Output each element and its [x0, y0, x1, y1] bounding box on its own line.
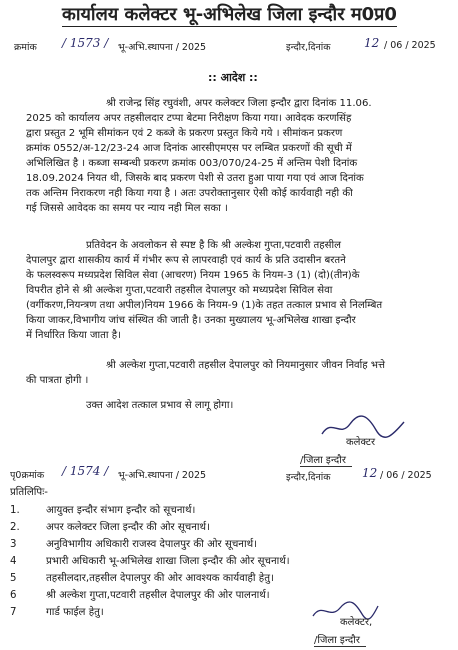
cc-list-num: 4	[10, 556, 17, 567]
signature-2-district-text: जिला इन्दौर	[317, 635, 360, 646]
ref-number-value: 1573	[69, 36, 101, 50]
ref-day: 12	[364, 36, 380, 50]
cc-list-item	[10, 570, 274, 584]
paragraph-1-line: गई जिससे आवेदक का समय पर न्याय नही मिल सका ।	[26, 203, 228, 214]
cc-list-item	[10, 502, 195, 516]
paragraph-4-line: उक्त आदेश तत्काल प्रभाव से लागू होगा।	[86, 400, 234, 411]
cc-list-text: तहसीलदार,तहसील देपालपुर की ओर आवश्यक कार्यवाही हेतु।	[46, 573, 274, 584]
signature-1-month-year: / 06 / 2025	[380, 470, 432, 481]
paragraph-1	[26, 96, 446, 216]
paragraph-2-line: में निर्धारित किया जाता है।	[26, 330, 121, 341]
paragraph-1-line: द्वारा प्रस्तुत 2 भूमि सीमांकन एवं 2 कब्जे के प्रकरण प्रस्तुत किये गये । सीमांकन प्रकरण	[26, 128, 343, 139]
cc-heading: प्रतिलिपिः-	[10, 487, 48, 498]
cc-list-item	[10, 587, 270, 601]
paragraph-4	[26, 398, 446, 413]
ref-number: / 1573 /	[62, 36, 109, 50]
paragraph-2-line: किया जाकर,विभागीय जांच संस्थित की जाती है। उनका मुख्यालय भू-अभिलेख शाखा इन्दौर	[26, 315, 356, 326]
ref-prefix: क्रमांक	[14, 42, 37, 53]
cc-list-item	[10, 536, 257, 550]
paragraph-2-line: (वर्गीकरण,नियन्त्रण तथा अपील)नियम 1966 के नियम-9 (1)के तहत तत्काल प्रभाव से निलम्बित	[26, 300, 383, 311]
paragraph-3-line: श्री अल्केश गुप्ता,पटवारी तहसील देपालपुर को नियमानुसार जीवन निर्वाह भत्ते	[106, 360, 385, 371]
paragraph-1-line: 18.09.2024 नियत थी, जिसके बाद प्रकरण पेशी से उतरा हुआ पाया गया एवं आज दिनांक	[26, 173, 364, 184]
signature-1-district: /जिला इन्दौर	[300, 452, 352, 467]
paragraph-2	[26, 238, 446, 343]
cc-list-item	[10, 553, 290, 567]
ref2-number: / 1574 /	[62, 464, 109, 478]
signature-1-district-text: जिला इन्दौर	[303, 455, 346, 466]
signature-1-day: 12	[362, 466, 378, 480]
paragraph-1-line: क्रमांक 0552/अ-12/23-24 आज दिनांक आरसीएमएस पर लम्बित प्रकरणों की सूची में	[26, 143, 352, 154]
ref2-number-value: 1574	[69, 464, 101, 478]
cc-list-num: 5	[10, 573, 17, 584]
paragraph-3-line: की पात्रता होगी ।	[26, 375, 89, 386]
cc-list-item	[10, 604, 104, 618]
cc-list-text: श्री अल्केश गुप्ता,पटवारी तहसील देपालपुर की ओर पालनार्थ।	[46, 590, 270, 601]
ref-month-year: / 06 / 2025	[384, 40, 436, 51]
paragraph-1-line: श्री राजेन्द्र सिंह रघुवंशी, अपर कलेक्टर जिला इन्दौर द्वारा दिनांक 11.06.	[106, 98, 372, 109]
ref-place-date-label: इन्दौर,दिनांक	[286, 42, 331, 53]
paragraph-2-line: प्रतिवेदन के अवलोकन से स्पष्ट है कि श्री अल्केश गुप्ता,पटवारी तहसील	[86, 240, 341, 251]
cc-list-text: गार्ड फाईल हेतु।	[46, 607, 104, 618]
paragraph-2-line: देपालपुर द्वारा शासकीय कार्य में गंभीर रूप से लापरवाही एवं कार्य के प्रति उदासीन बरतने	[26, 255, 346, 266]
paragraph-1-line: अभिलिखित है । कब्जा सम्बन्धी प्रकरण क्रमांक 003/070/24-25 में अन्तिम पेशी दिनांक	[26, 158, 358, 169]
paragraph-3	[26, 358, 446, 388]
cc-list-text: आयुक्त इन्दौर संभाग इन्दौर को सूचनार्थ।	[46, 505, 196, 516]
cc-list-text: अपर कलेक्टर जिला इन्दौर की ओर सूचनार्थ।	[46, 522, 210, 533]
cc-list-num: 2.	[10, 522, 20, 533]
cc-list-item	[10, 519, 210, 533]
ref2-prefix: पृ0क्रमांक	[10, 470, 45, 481]
signature-1-place-date-label: इन्दौर,दिनांक	[286, 472, 331, 483]
ref-section: भू-अभि.स्थापना / 2025	[118, 42, 207, 53]
cc-list-num: 6	[10, 590, 17, 601]
paragraph-1-line: 2025 को कार्यालय अपर तहसीलदार टप्पा बेटमा निरीक्षण किया गया। आवेदक करणसिंह	[26, 113, 352, 124]
cc-list-text: अनुविभागीय अधिकारी राजस्व देपालपुर की ओर सूचनार्थ।	[46, 539, 257, 550]
signature-2-district: /जिला इन्दौर	[314, 632, 366, 647]
cc-list-num: 7	[10, 607, 17, 618]
paragraph-2-line: विपरीत होने से श्री अल्केश गुप्ता,पटवारी तहसील देपालपुर को मध्यप्रदेश सिविल सेवा	[26, 285, 333, 296]
paragraph-1-line: तक अन्तिम निराकरण नही किया गया है । अतः उपरोक्तानुसार ऐसी कोई कार्यवाही नही की	[26, 188, 353, 199]
ref2-section: भू-अभि.स्थापना / 2025	[118, 470, 207, 481]
signature-2-designation: कलेक्टर,	[340, 617, 373, 628]
cc-list-text: प्रभारी अधिकारी भू-अभिलेख शाखा जिला इन्दौर की ओर सूचनार्थ।	[46, 556, 290, 567]
cc-list-num: 1.	[10, 505, 20, 516]
signature-1-designation: कलेक्टर	[346, 437, 376, 448]
order-title: :: आदेश ::	[208, 71, 258, 84]
office-title: कार्यालय कलेक्टर भू-अभिलेख जिला इन्दौर म0प्र0	[62, 4, 397, 25]
cc-list-num: 3	[10, 539, 17, 550]
paragraph-2-line: के फलस्वरूप मध्यप्रदेश सिविल सेवा (आचरण) नियम 1965 के नियम-3 (1) (दो)(तीन)के	[26, 270, 360, 281]
